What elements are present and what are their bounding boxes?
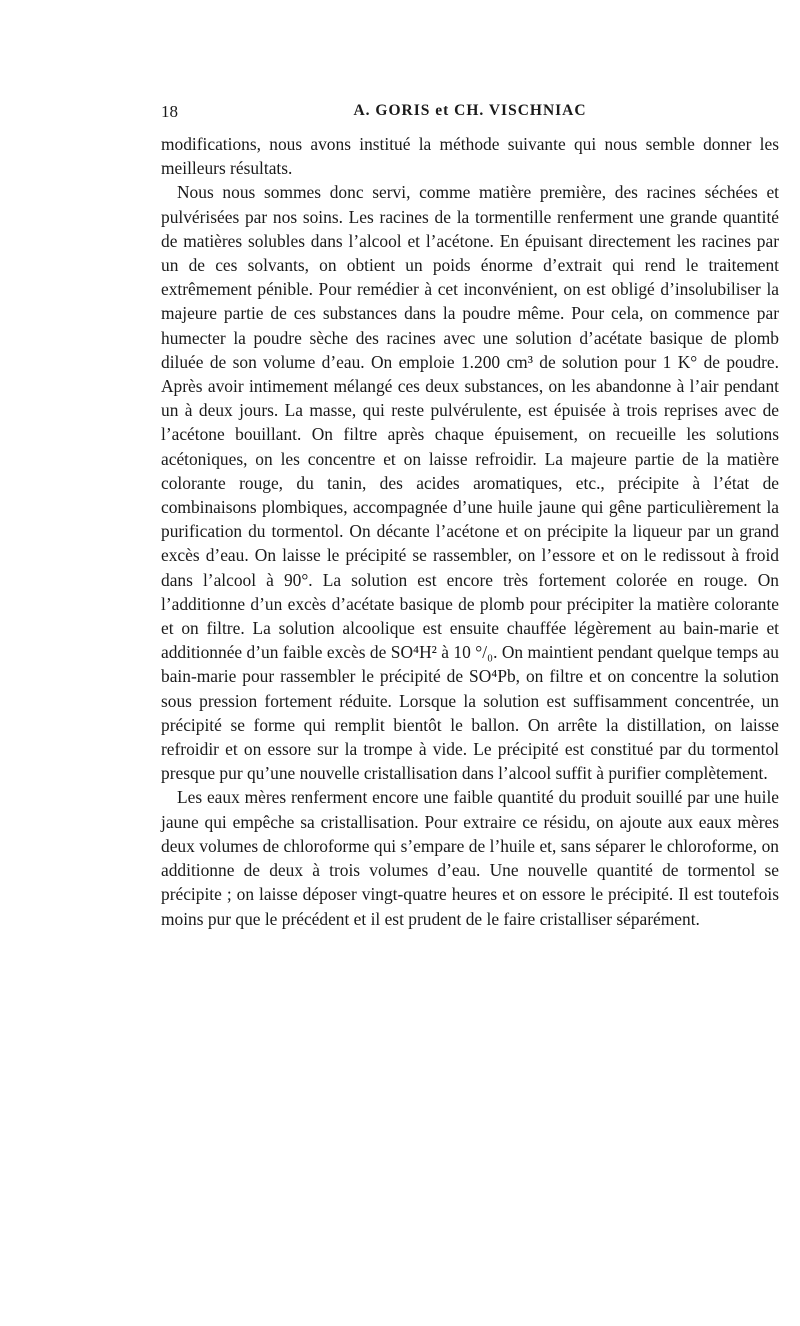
paragraph-continuation: modifications, nous avons institué la méthode suivante qui nous semble donner les meilleurs résultats. bbox=[161, 134, 779, 179]
body-text bbox=[161, 132, 779, 931]
page bbox=[161, 96, 779, 931]
paragraph-method: Nous nous sommes donc servi, comme matière première, des racines séchées et pulvérisées par nos soins. Les racines de la tormentille renferment une grande quantité de matières solubles dans l’alcool et l’acétone. En épuisant directement les racines par un de ces solvants, on obtient un poids énorme d’extrait qui rend le traitement extrêmement pénible. Pour remédier à cet inconvénient, on est obligé d’insolubiliser la majeure partie de ces substances dans la poudre même. Pour cela, on commence par humecter la poudre sèche des racines avec une solution d’acétate basique de plomb diluée de son volume d’eau. On emploie 1.200 cm³ de solution pour 1 K° de poudre. Après avoir intimement mélangé ces deux substances, on les abandonne à l’air pendant un à deux jours. La masse, qui reste pulvérulente, est épuisée à trois reprises avec de l’acétone bouillant. On filtre après chaque épuisement, on recueille les solutions acétoniques, on les concentre et on laisse refroidir. La majeure partie de la matière colorante rouge, du tanin, des acides aromatiques, etc., précipite à l’état de combinaisons plombiques, accompagnée d’une huile jaune qui gêne particulièrement la purification du tormentol. On décante l’acétone et on précipite la liqueur par un grand excès d’eau. On laisse le précipité se rassembler, on l’essore et on le redissout à froid dans l’alcool à 90°. La solution est encore très fortement colorée en rouge. On l’additionne d’un excès d’acétate basique de plomb pour précipiter la matière colorante et on filtre. La solution alcoolique est ensuite chauffée légèrement au bain-marie et additionnée d’un faible excès de SO⁴H² à 10 °/₀. On maintient pendant quelque temps au bain-marie pour rassembler le précipité de SO⁴Pb, on filtre et on concentre la solution sous pression fortement réduite. Lorsque la solution est suffisamment concentrée, un précipité se forme qui remplit bientôt le ballon. On arrête la distillation, on laisse refroidir et on essore sur la trompe à vide. Le précipité est constitué par du tormentol presque pur qu’une nouvelle cristallisation dans l’alcool suffit à purifier complètement. bbox=[161, 182, 779, 784]
page-header bbox=[161, 96, 779, 126]
running-head: A. GORIS et CH. VISCHNIAC bbox=[353, 102, 587, 119]
page-number: 18 bbox=[161, 102, 178, 121]
paragraph-mother-liquors: Les eaux mères renferment encore une faible quantité du produit souillé par une huile jaune qui empêche sa cristallisation. Pour extraire ce résidu, on ajoute aux eaux mères deux volumes de chloroforme qui s’empare de l’huile et, sans séparer le chloroforme, on additionne de deux à trois volumes d’eau. Une nouvelle quantité de tormentol se précipite ; on laisse déposer vingt-quatre heures et on essore le précipité. Il est toutefois moins pur que le précédent et il est prudent de le faire cristalliser séparément. bbox=[161, 787, 779, 929]
